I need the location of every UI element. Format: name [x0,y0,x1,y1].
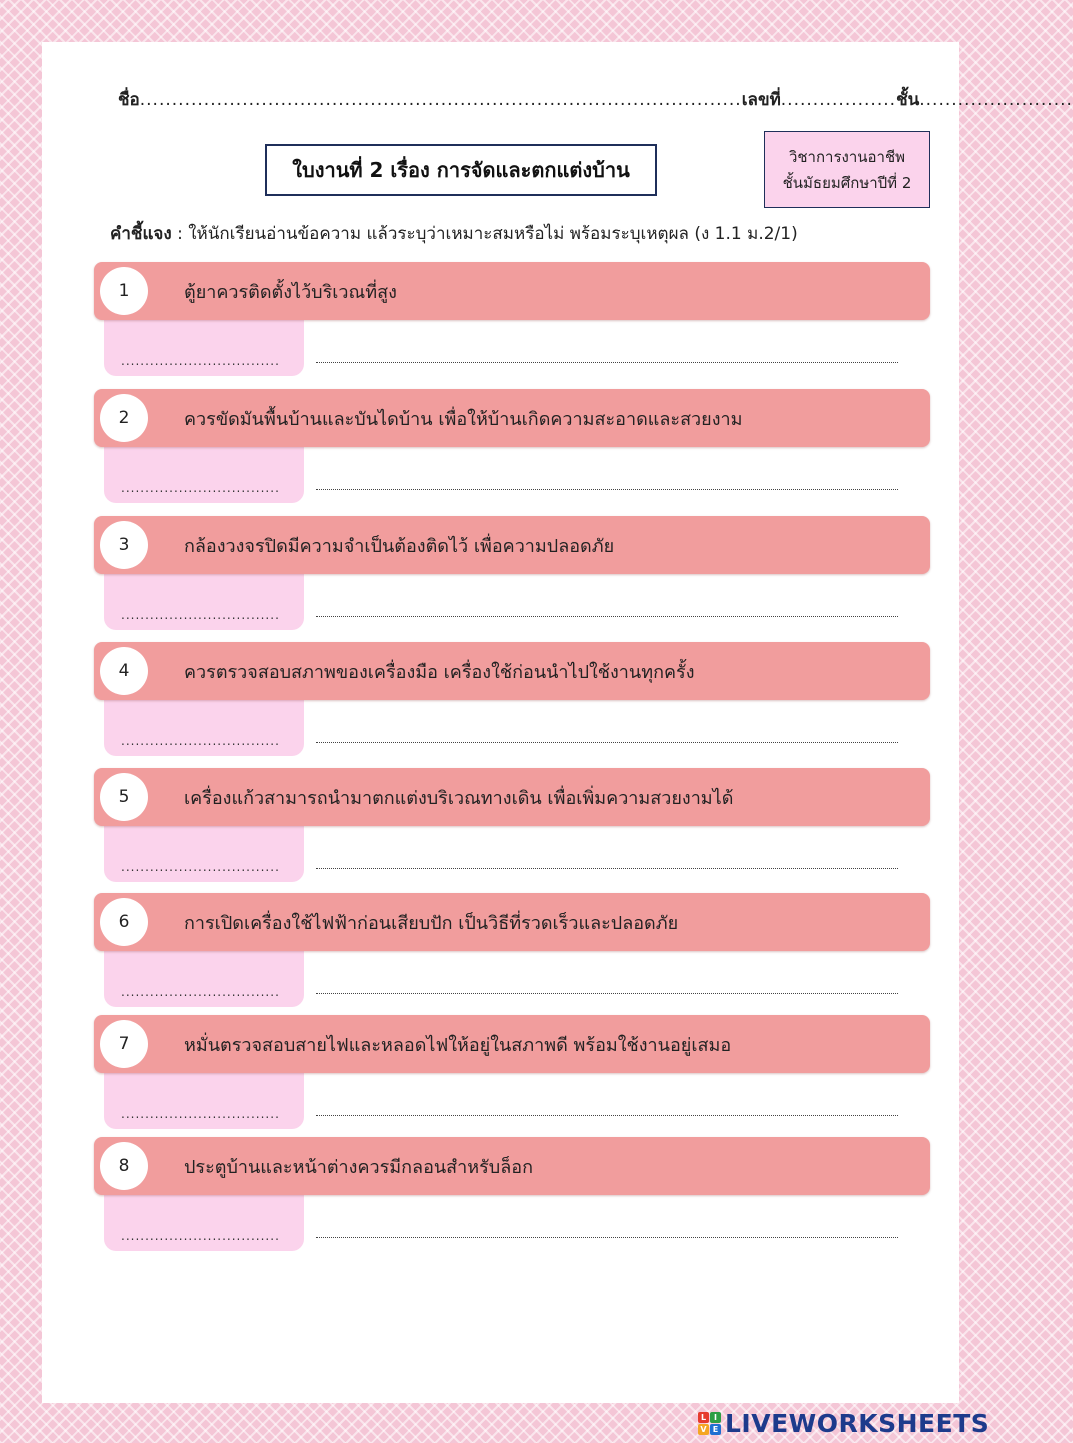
reason-field[interactable] [316,489,898,490]
reason-field[interactable] [316,616,898,617]
question-text: ตู้ยาควรติดตั้งไว้บริเวณที่สูง [184,281,397,303]
question-bar [94,262,930,320]
liveworksheets-logo [698,1408,989,1438]
question-number: 5 [100,773,148,821]
question-text: การเปิดเครื่องใช้ไฟฟ้าก่อนเสียบปัก เป็นวิธีที่รวดเร็วและปลอดภัย [184,912,679,934]
answer-field[interactable]: ................................. [121,860,280,874]
answer-field[interactable]: ................................. [121,481,280,495]
answer-field[interactable]: ................................. [121,1107,280,1121]
instruction-text: : ให้นักเรียนอ่านข้อความ แล้วระบุว่าเหมาะสมหรือไม่ พร้อมระบุเหตุผล (ง 1.1 ม.2/1) [171,224,798,244]
answer-tab[interactable] [104,1072,304,1129]
logo-wordmark: LIVEWORKSHEETS [725,1408,990,1438]
question-item [94,1137,930,1257]
worksheet-title: ใบงานที่ 2 เรื่อง การจัดและตกแต่งบ้าน [265,144,657,196]
instruction [110,220,798,247]
question-bar [94,1137,930,1195]
reason-field[interactable] [316,1115,898,1116]
question-item [94,1015,930,1135]
student-info-line [118,86,1073,113]
question-text: กล้องวงจรปิดมีความจำเป็นต้องติดไว้ เพื่อความปลอดภัย [184,535,615,557]
answer-field[interactable]: ................................. [121,1229,280,1243]
question-bar [94,893,930,951]
question-item [94,768,930,888]
question-number: 7 [100,1020,148,1068]
question-item [94,389,930,509]
question-text: ประตูบ้านและหน้าต่างควรมีกลอนสำหรับล็อก [184,1156,533,1178]
question-text: ควรขัดมันพื้นบ้านและบันไดบ้าน เพื่อให้บ้านเกิดความสะอาดและสวยงาม [184,408,743,430]
reason-field[interactable] [316,742,898,743]
question-number: 8 [100,1142,148,1190]
class-field[interactable]: ........................ [919,90,1073,110]
reason-field[interactable] [316,993,898,994]
answer-field[interactable]: ................................. [121,354,280,368]
name-label: ชื่อ [118,90,140,110]
question-item [94,516,930,636]
reason-field[interactable] [316,362,898,363]
question-number: 1 [100,267,148,315]
question-item [94,262,930,382]
question-number: 2 [100,394,148,442]
question-bar [94,516,930,574]
question-bar [94,768,930,826]
question-bar [94,389,930,447]
question-bar [94,642,930,700]
question-item [94,893,930,1013]
question-text: หมั่นตรวจสอบสายไฟและหลอดไฟให้อยู่ในสภาพดี พร้อมใช้งานอยู่เสมอ [184,1034,732,1056]
subject-box [764,131,930,208]
question-number: 6 [100,898,148,946]
question-item [94,642,930,762]
answer-field[interactable]: ................................. [121,734,280,748]
answer-tab[interactable] [104,446,304,503]
question-number: 3 [100,521,148,569]
reason-field[interactable] [316,868,898,869]
answer-tab[interactable] [104,319,304,376]
reason-field[interactable] [316,1237,898,1238]
number-field[interactable]: .................. [780,90,897,110]
answer-tab[interactable] [104,1194,304,1251]
answer-tab[interactable] [104,699,304,756]
logo-badge-icon: L I V E [698,1412,721,1435]
number-label: เลขที่ [741,90,781,110]
question-bar [94,1015,930,1073]
question-text: เครื่องแก้วสามารถนำมาตกแต่งบริเวณทางเดิน เพื่อเพิ่มความสวยงามได้ [184,787,734,809]
answer-tab[interactable] [104,573,304,630]
instruction-label: คำชี้แจง [110,224,172,244]
name-field[interactable]: .............................................................................................. [139,90,742,110]
subject-name: วิชาการงานอาชีพ [788,147,906,166]
answer-tab[interactable] [104,950,304,1007]
question-text: ควรตรวจสอบสภาพของเครื่องมือ เครื่องใช้ก่อนนำไปใช้งานทุกครั้ง [184,661,695,683]
class-label: ชั้น [896,90,920,110]
answer-field[interactable]: ................................. [121,985,280,999]
answer-field[interactable]: ................................. [121,608,280,622]
answer-tab[interactable] [104,825,304,882]
grade-level: ชั้นมัธยมศึกษาปีที่ 2 [782,173,912,192]
question-number: 4 [100,647,148,695]
